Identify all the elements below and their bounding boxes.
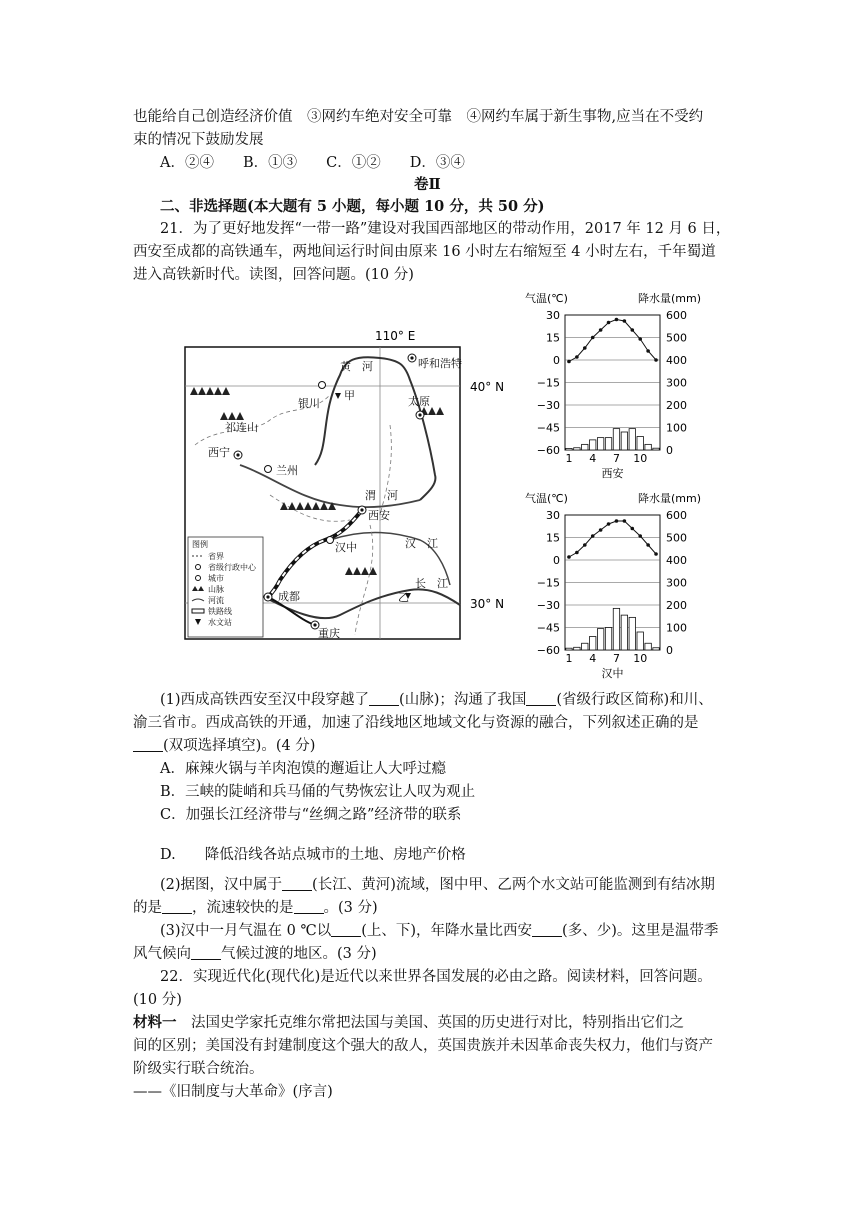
- legend-river: 河流: [208, 596, 224, 605]
- precip-bar: [605, 628, 611, 651]
- precip-bar: [582, 643, 588, 650]
- place-xining: 西宁: [208, 446, 230, 459]
- temp-point: [615, 519, 619, 523]
- precip-axis-label: 降水量(mm): [638, 492, 702, 505]
- month-tick: 1: [565, 652, 573, 665]
- temp-point: [630, 527, 634, 531]
- temp-point: [575, 551, 579, 555]
- temp-axis-label: 气温(℃): [525, 492, 568, 505]
- place-yangtze: 长 江: [415, 577, 448, 590]
- temp-tick: 0: [553, 554, 560, 567]
- precip-bar: [613, 429, 619, 450]
- temp-point: [567, 555, 571, 559]
- route-map: [180, 325, 520, 645]
- temp-point: [599, 528, 603, 532]
- place-yellow-river: 黄 河: [340, 360, 373, 373]
- precip-bar: [605, 438, 611, 450]
- temp-point: [599, 328, 603, 332]
- blank-choice[interactable]: [133, 737, 163, 752]
- climate-chart-xian: [520, 290, 720, 485]
- q22-material1-line1: 材料一 法国史学家托克维尔常把法国与美国、英国的历史进行对比，特别指出它们之: [133, 1014, 684, 1031]
- blank-climate[interactable]: [191, 945, 221, 960]
- temp-point: [630, 328, 634, 332]
- month-tick: 7: [612, 652, 620, 665]
- precip-bar: [566, 448, 572, 450]
- city-label: 汉中: [601, 667, 624, 680]
- q21-p2-line1: (2)据图，汉中属于 (长江、黄河)流域，图中甲、乙两个水文站可能监测到有结冰期: [160, 877, 715, 893]
- temp-point: [583, 543, 587, 547]
- precip-tick: 100: [666, 421, 687, 435]
- place-jia: 甲: [344, 389, 355, 402]
- q21-option-a: A．麻辣火锅与羊肉泡馍的邂逅让人大呼过瘾: [160, 761, 446, 777]
- q20-options: A．②④ B．①③ C．①② D．③④: [160, 155, 465, 171]
- temp-point: [583, 346, 587, 350]
- volume-title: 卷Ⅱ: [414, 176, 441, 193]
- precip-bar: [566, 648, 572, 650]
- place-han-river: 汉 江: [405, 537, 438, 550]
- q21-intro-2: 西安至成都的高铁通车，两地间运行时间由原来 16 小时左右缩短至 4 小时左右，千年蜀道: [133, 244, 716, 260]
- month-tick: 4: [589, 452, 597, 465]
- precip-tick: 400: [666, 554, 687, 567]
- precip-tick: 600: [666, 309, 687, 322]
- month-tick: 7: [612, 452, 620, 465]
- temp-point: [654, 358, 658, 362]
- temp-point: [646, 543, 650, 547]
- temp-line: [569, 320, 656, 362]
- month-tick: 4: [589, 652, 597, 665]
- temp-point: [623, 519, 627, 523]
- city-label: 西安: [601, 467, 624, 480]
- precip-bar: [629, 429, 635, 450]
- precip-tick: 300: [666, 376, 687, 390]
- q21-p2-line2: 的是 ，流速较快的是 。(3 分): [133, 900, 378, 916]
- precip-tick: 300: [666, 576, 687, 590]
- temp-tick: −45: [536, 421, 560, 435]
- q22-intro-1: 22．实现近代化(现代化)是近代以来世界各国发展的必由之路。阅读材料，回答问题。: [160, 969, 712, 985]
- temp-tick: −60: [536, 444, 560, 457]
- blank-mountain[interactable]: [369, 691, 399, 706]
- map-lat30: 30° N: [470, 597, 505, 611]
- section-title: 二、非选择题(本大题有 5 小题，每小题 10 分，共 50 分): [160, 198, 545, 215]
- q22-source: ——《旧制度与大革命》(序言): [133, 1084, 333, 1100]
- place-yinchuan: 银川: [298, 397, 320, 410]
- precip-tick: 400: [666, 354, 687, 367]
- blank-temp[interactable]: [331, 922, 361, 937]
- precip-tick: 500: [666, 331, 687, 345]
- temp-point: [654, 552, 658, 556]
- temp-axis-label: 气温(℃): [525, 292, 568, 305]
- q21-p1-line1: (1)西成高铁西安至汉中段穿越了 (山脉)；沟通了我国 (省级行政区简称)和川、: [160, 692, 713, 708]
- temp-tick: 30: [546, 509, 560, 522]
- q22-material1-line2: 间的区别；美国没有封建制度这个强大的敌人，英国贵族并未因革命丧失权力，他们与资产: [133, 1038, 713, 1054]
- blank-province[interactable]: [526, 691, 556, 706]
- precip-bar: [629, 617, 635, 650]
- precip-bar: [621, 615, 627, 650]
- q21-intro-3: 进入高铁新时代。读图，回答问题。(10 分): [133, 267, 414, 283]
- legend-title: 图例: [192, 540, 208, 549]
- temp-tick: −30: [536, 599, 560, 612]
- q21-p3-line1: (3)汉中一月气温在 0 ℃以 (上、下)，年降水量比西安 (多、少)。这里是温带季: [160, 923, 719, 939]
- temp-point: [638, 534, 642, 538]
- temp-tick: −30: [536, 399, 560, 412]
- temp-tick: 15: [546, 331, 560, 345]
- place-lanzhou: 兰州: [276, 464, 298, 477]
- climate-chart-hanzhong: [520, 490, 720, 685]
- temp-line: [569, 521, 656, 557]
- blank-basin[interactable]: [282, 876, 312, 891]
- material1-label: 材料一: [133, 1014, 177, 1031]
- place-chengdu: 成都: [278, 590, 300, 603]
- precip-bar: [621, 432, 627, 450]
- precip-bar: [582, 444, 588, 450]
- precip-bar: [653, 448, 659, 450]
- precip-tick: 500: [666, 531, 687, 545]
- q20-line1: 也能给自己创造经济价值 ③网约车绝对安全可靠 ④网约车属于新生事物,应当在不受约: [133, 109, 704, 125]
- month-tick: 10: [633, 652, 648, 665]
- q21-p3-line2: 风气候向 气候过渡的地区。(3 分): [133, 946, 377, 962]
- temp-point: [591, 336, 595, 340]
- precip-bar: [637, 437, 643, 451]
- place-xian: 西安: [368, 509, 390, 522]
- temp-tick: −45: [536, 621, 560, 635]
- legend-railway: 铁路线: [208, 607, 232, 616]
- temp-point: [615, 318, 619, 322]
- legend-capital: 省级行政中心: [208, 563, 256, 572]
- place-taiyuan: 太原: [408, 395, 430, 408]
- precip-bar: [597, 629, 603, 650]
- temp-tick: −60: [536, 644, 560, 657]
- precip-tick: 600: [666, 509, 687, 522]
- legend-city: 城市: [208, 574, 224, 583]
- q21-p1-line3: (双项选择填空)。(4 分): [133, 736, 315, 756]
- temp-point: [638, 337, 642, 341]
- blank-ice[interactable]: [162, 899, 192, 914]
- place-qilian: 祁连山: [225, 421, 258, 434]
- temp-point: [591, 534, 595, 538]
- q22-intro-2: (10 分): [133, 992, 182, 1008]
- temp-point: [567, 360, 571, 364]
- temp-tick: 15: [546, 531, 560, 545]
- precip-tick: 100: [666, 621, 687, 635]
- place-hanzhong: 汉中: [335, 541, 357, 554]
- precip-tick: 0: [666, 444, 673, 457]
- temp-point: [607, 321, 611, 325]
- q21-option-c: C．加强长江经济带与“丝绸之路”经济带的联系: [160, 807, 462, 823]
- map-lon-label: 110° E: [375, 329, 416, 343]
- temp-point: [646, 349, 650, 353]
- place-wei-river: 渭 河: [365, 489, 398, 502]
- temp-tick: −15: [536, 376, 560, 390]
- precip-tick: 0: [666, 644, 673, 657]
- month-tick: 1: [565, 452, 573, 465]
- precip-tick: 200: [666, 399, 687, 412]
- temp-tick: −15: [536, 576, 560, 590]
- temp-tick: 0: [553, 354, 560, 367]
- precip-bar: [590, 637, 596, 651]
- temp-point: [607, 522, 611, 526]
- precip-bar: [653, 648, 659, 650]
- q21-p1-line2: 渝三省市。西成高铁的开通，加速了沿线地区地域文化与资源的融合，下列叙述正确的是: [133, 715, 699, 731]
- precip-bar: [645, 444, 651, 450]
- temp-point: [623, 319, 627, 323]
- q21-intro-1: 21．为了更好地发挥“一带一路”建设对我国西部地区的带动作用，2017 年 12 月 6 日，: [160, 221, 731, 237]
- blank-precip[interactable]: [532, 922, 562, 937]
- precip-bar: [645, 643, 651, 650]
- place-chongqing: 重庆: [318, 627, 340, 640]
- precip-bar: [597, 438, 603, 450]
- legend-station: 水文站: [208, 618, 232, 627]
- precip-bar: [574, 448, 580, 450]
- map-lat40: 40° N: [470, 380, 505, 394]
- blank-flow[interactable]: [294, 899, 324, 914]
- precip-bar: [590, 440, 596, 450]
- place-hohhot: 呼和浩特: [418, 357, 462, 370]
- q21-option-d: D. 降低沿线各站点城市的土地、房地产价格: [160, 847, 466, 863]
- legend-border: 省界: [208, 552, 224, 561]
- q21-option-b: B．三峡的陡峭和兵马俑的气势恢宏让人叹为观止: [160, 784, 476, 800]
- q22-material1-line3: 阶级实行联合统治。: [133, 1061, 264, 1077]
- legend-mountain: 山脉: [208, 585, 224, 594]
- place-yi: 乙: [398, 591, 409, 604]
- temp-point: [575, 355, 579, 359]
- temp-tick: 30: [546, 309, 560, 322]
- precip-axis-label: 降水量(mm): [638, 292, 702, 305]
- q20-line2: 束的情况下鼓励发展: [133, 132, 264, 148]
- month-tick: 10: [633, 452, 648, 465]
- precip-bar: [637, 632, 643, 650]
- precip-tick: 200: [666, 599, 687, 612]
- precip-bar: [613, 608, 619, 650]
- precip-bar: [574, 647, 580, 650]
